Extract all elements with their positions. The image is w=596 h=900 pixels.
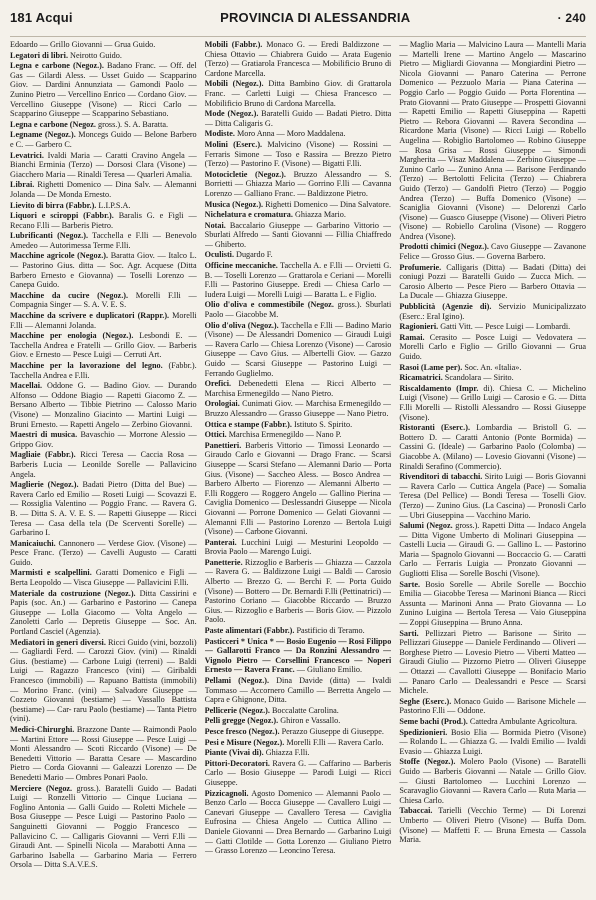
directory-entry: Materiale da costruzione (Negoz.). Ditta Cassirini e Papis (soc. An.) — Garbarino e Pastorino — Canepa Giuseppe — Lolla Giacomo — Volta Angelo — Zanoletti Carlo — Depretis Giuseppe — Soc. An. Portland Casciel (Agenzia). [10,588,197,637]
category-label: Mobili (Fabbr.). [204,40,263,49]
category-label: Librai. [10,180,35,190]
category-label: Nichelatura e cromatura. [204,210,293,220]
category-label: Ragionieri. [399,322,439,332]
directory-entry: Macellai. Oddone G. — Badino Giov. — Durando Alfonso — Oddone Biagio — Rapetti Giacomo Z. — Bersano Alberto — Tibbie Pietrino — Calosso Mario (Visone) — Monzalino Giacinto — Martini Luigi — Bruni Ernesto. — Rapetti Angelo — Zerbino Giovanni. [10,381,197,429]
category-label: Spedizionieri. [399,727,448,737]
directory-entry: Notai. Baccalario Giuseppe — Garbarino Vittorio — Sburlati Alfredo — Santi Giovanni — Fillia Chiaffredo — Ghiberto. [204,220,392,249]
directory-entry: Seme bachi (Prod.). Cattedra Ambulante Agricoltura. [399,716,577,726]
category-label: Macchine per enologia (Negoz.). [10,331,134,341]
directory-entry: — Maglio Maria — Malvicino Laura — Mantelli Maria — Martelli Irene — Martino Angelo — Mascarino Pietro — Migliardi Giovanna — Mongiardini Pietro — Nicola Giovanni — Panaro Caterina — Perrone Domenico — Pezzuolo Maria — Piana Caterina — Poggio Carlo — Poggio Guido — Porta Florentina — Prato Giovanni — Prato Giuseppe — Prospetti Giovanni — Rapetti Emilio — Rapetti Giuseppina — Rapetti Pietro — Rebora Giovanni — Ravera Secondina — Ricardone Maria (Visone) — Ricci Luigi — Robello Augelina — Robiglio Bartolomeo — Robino Giuseppe — Rosa Grisa — Rossi Giuseppe — Simondi Margherita — Visaz Maddalena — Zerbino Giuseppe — Zunino Carlo — Zunino Anna — Barisone Ferdinando (Terzo) — Bertolotti Felicita (Terzo) — Chiabrera Guido (Terzo) — Gandolfi Pietro (Terzo) — Poggio Andrea (Terzo) — Buffa Domenico (Visone) — Scaniglia Giovanni (Visone) — Delorenzi Carlo (Visone) — Guasco Giuseppe (Visone) — Oliveri Pietro (Visone) — Robiello Carolina (Visone) — Roggero Andrea (Visone). [399,40,586,241]
directory-entry: Molini (Eserc.). Malvicino (Visone) — Rossini — Ferraris Simone — Toso e Rassira — Brezzo Pietro (Terzo) — Pastorino F. (Visone) — Bigatti F.lli. [204,139,392,169]
directory-entry: Ottica e stampe (Fabbr.). Istituto S. Spirito. [204,419,353,429]
directory-entry: Merciere (Negoz. gross.). Baratelli Guido — Badati Luigi — Ronzelli Vittorio — Cinque Luciana — Foglino Antonia — Galli Guido — Roletti Michele — Bosa Giuseppe — Pesce Luigi — Pastorino Paolo — Sanguinetti Giovanni — Poggio Francesco — Pallavicino C. — Calligaris Giovanni — Verri F.lli — Giraudi Ant. — Spinelli Nicola — Marabotti Anna — Garbarino Isabella — Garbarino Maria — Ferrero Orsola — Ditta S.A.V.E.S. [10,783,197,870]
page-header [10,10,586,34]
directory-entry: Legname (Negoz.). Moncegs Guido — Belone Barbero e C. — Garbero C. [10,130,197,149]
directory-entry: Pelli gregge (Negoz.). Ghiron e Vassallo. [204,716,341,726]
category-label: Macellai. [10,381,43,391]
directory-entry: Panterai. Lucchini Luigi — Mesturini Leopoldo — Brovia Paolo — Marengo Luigi. [204,537,392,557]
category-label: Legna e carbone (Negoz. [10,119,96,129]
directory-entry: Legatori di libri. Neirotto Guido. [10,50,122,60]
directory-entry: Oculisti. Dugardo F. [204,250,273,260]
directory-entry: Macchine per enologia (Negoz.). Lesbondi E. — Tacchella Andrea e Fratelli — Grillo Giov. — Barberis Giov. e Ernesto — Pesce Luigi — Cerruti Art. [10,331,197,360]
category-label: Olio d'oliva e commestibile (Negoz. [204,300,334,310]
category-label: Ottici. [204,430,227,440]
category-label: Pesi e Misure (Negoz.). [204,737,285,747]
directory-entry: Mobili (Negoz.). Ditta Bambino Giov. di Grattarola Franc. — Carletti Luigi — Chiesa Francesco — Mobilificio Bruno di Cardona Marcella. [204,79,392,108]
directory-entry: Officine meccaniche. Tacchella A. e F.lli — Orvietti G. B. — Toselli Lorenzo — Grattarola e Ceriani — Morelli F.lli — Pastorino Giuseppe. Eredi — Chiesa Carlo — Iudera Luigi — Morelli Luigi — Baratta L. e Figlio. [204,261,392,299]
category-label: Liquori e sciroppi (Fabbr.). [10,211,114,221]
directory-entry: Marmisti e scalpellini. Garatti Domenico e Figli — Berta Leopoldo — Visca Giuseppe — Pallavicini F.lli. [10,568,197,588]
directory-entry: Mobili (Fabbr.). Monaco G. — Eredi Baldizzone — Chiesa Ottavio — Chiabrera Guido — Arata Eugenio (Terzo) — Gratiarola Francesca — Mobilificio Bruno di Cardone Marcella. [204,40,392,78]
directory-entry: Musica (Negoz.). Righetti Domenico — Dina Salvatore. [204,199,391,209]
category-label: Profumerie. [399,262,442,272]
category-label: Pellicerie (Negoz.). [204,705,270,715]
category-label: Panterai. [204,537,237,547]
directory-entry: Profumerie. Calligaris (Ditta) — Badati (Ditta) dei coniugi Pozzi — Baratelli Guido — Zucca Mich. — Carosio Alberto — Pesce Piero — Barbero Ottavia — La Ducale — Ghiazza Giuseppe. [399,262,586,301]
directory-entry: Maestri di musica. Bavaschio — Morrone Alessio — Grippo Giov. [10,430,197,449]
directory-entry: Panetterie. Rizzoglio e Barberis — Ghiazza — Cazzola — Ravera G. — Baldizzone Luigi — Baldi — Carosio Alberto — Brezzo G. — Berchi F. — Porta Guido (Visone) — Bottero — Dr. Bernardi F.lli (Pettinatrici) — Pastorino Coriano — Giacobbe Riccardo — Bruzzo Gius. — Rizzoglio e Barberis — Boris Giov. — Pizzolo Paolo. [204,557,392,625]
category-label: Macchine da scrivere e duplicatori (Rappr.). [10,311,170,321]
directory-entry: Ragionieri. Gatti Vitt. — Pesce Luigi — Lombardi. [399,322,571,332]
directory-entry: Tabaccai. Tarielli (Vecchio Terme) — Di Lorenzi Umberto — Oliveri Pietro (Visone) — Buffa Dom. (Visone) — Maffetti F. — Bruna Ernesta — Cassola Maria. [399,806,586,845]
category-label: Mediatori in generi diversi. [10,637,106,647]
category-label: Olio d'oliva (Negoz.). [204,320,279,330]
category-label: Ricamatrici. [399,373,443,383]
directory-entry: Manicaiuchi. Cannonero — Verdese Giov. (Visone) — Pesce Franc. (Terzo) — Cavelli Augusto — Caratti Guido. [10,538,197,567]
category-label: Sarti. [399,628,419,638]
category-label: Maglierie (Negoz.). [10,480,79,490]
directory-entry: Modiste. Moro Anna — Moro Maddalena. [204,129,346,139]
directory-entry: Macchine da scrivere e duplicatori (Rappr.). Morelli F.lli — Alemanni Jolanda. [10,311,197,330]
category-label: Rivenditori di tabacchi. [399,472,483,482]
category-label: Pelli gregge (Negoz.). [204,716,279,726]
category-label: Macchine per la lavorazione del legno. [10,361,163,370]
directory-entry: Edoardo — Grillo Giovanni — Grua Guido. [10,40,156,49]
category-label: Seme bachi (Prod.). [399,716,468,726]
category-label: Pubblicità (Agenzie di). [399,302,492,312]
directory-entry: Piante (Vivai di). Ghiazza F.lli. [204,748,310,758]
category-label: Ottica e stampe (Fabbr.). [204,419,292,429]
directory-entry: Pasticceri * Unica * — Bosio Eugenio — Rosi Filippo — Gallarotti Franco — Da Ronzini Alessandro — Vignolo Pietro — Corsellini Francesco — Noperi Ernesto — Ravera Franc. — Giuliano Emilio. [204,636,392,675]
category-label: Pesce fresco (Negoz.). [204,726,280,736]
header-divider [10,36,586,37]
directory-entry: Macchine da cucire (Negoz.). Morelli F.lli — Compagnia Singer — S. A. V. E. S. [10,290,197,310]
category-label: Notai. [204,220,226,230]
columns [10,40,586,894]
directory-entry: Levatrici. Ivaldi Maria — Caratti Cravino Angela — Bianchi Erminia (Terzo) — Dorsosi Clara (Visone) — Giacchero Maria — Rinaldi Teresa — Quarleri Amalia. [10,150,197,179]
directory-entry: Stoffe (Negoz.). Molero Paolo (Visone) — Baratelli Guido — Barberis Giovanni — Natale — Grillo Giov. — Giusti Bartolomeo — Lucchini Lorenzo — Scaravaglio Giovanni — Ravera Carlo — Ruta Maria — Chiesa Carlo. [399,757,586,805]
category-label: Panettieri. [204,440,242,450]
directory-entry: Sarti. Pellizzari Pietro — Barisone — Sirito — Pellizzari Giuseppe — Daniele Ferdinando — Oliveri — Borghese Pietro — Lovesio Pietro — Viberti Matteo — Giraudi Giulio — Pizzorno Pietro — Oliveri Giuseppe — Ottazzi — Cavallotti Giuseppe — Bonifacio Mario — Panaro Carlo — Dealessandri e Pesce — Scarsi Michele. [399,628,586,696]
page-number-location: 181 Acqui [10,10,73,25]
category-label: Medici-Chirurghi. [10,724,75,734]
directory-entry: Orologiai. Cunimati Giov. — Marchisa Ermenegildo — Bruzzo Alessandro — Grasso Giuseppe — Nano Pietro. [204,399,392,418]
running-title: PROVINCIA DI ALESSANDRIA [220,10,411,25]
category-label: Mobili (Negoz.). [204,79,264,89]
directory-entry: Motocicletie (Negoz.). Bruzzo Alessandro — S. Borrietti — Ghiazza Mario — Gorrino F.lli — Cavanna Lorenzo — Galliano Franc. — Baldizzone Pietro. [204,169,392,198]
directory-entry: Pellami (Negoz.). Dina Davide (ditta) — Ivaldi Tommaso — Accornero Camillo — Berretta Angelo — Capra e Ghignone, Ditta. [204,676,392,705]
directory-entry: Liquori e sciroppi (Fabbr.). Baralis G. e Figli — Recano F.lli — Barberis Pietro. [10,211,197,230]
directory-entry: Rasoi (Lame per). Soc. An. «Italia». [399,362,522,372]
category-label: Musica (Negoz.). [204,199,264,209]
category-label: Mode (Negoz.). [204,109,259,119]
directory-entry: Maglierie (Negoz.). Badati Pietro (Ditta del Bue) — Ravera Carlo ed Emilio — Roseti Luigi — Scovazzi E. — Rossiglia Valentino — Poggio Franc. — Ravera G. B. — Ditta S. A. V. E. S. — Rapetti Giuseppe — Ricci Teresa — Casa della tela (De Scerventi Sorelle) — Garbarino I. [10,480,197,538]
directory-entry: Mode (Negoz.). Baratelli Guido — Badati Pietro. Ditta — Ditta Caligaris G. [204,109,392,128]
category-label: Ristoranti (Eserc.). [399,423,470,433]
directory-entry: Nichelatura e cromatura. Ghiazza Mario. [204,210,346,220]
directory-entry: Pittori-Decoratori. Ravera G. — Caffarino — Barberis Carlo — Bosio Giuseppe — Parodi Luigi — Ricci Giuseppe. [204,758,392,787]
directory-entry: Salumi (Negoz. gross.). Rapetti Ditta — Indaco Angela — Ditta Vigone Umberto di Molinari Giuseppina — Castelli Lucia — Giraudi G. — Gallino L. — Pastorino Maria — Spagnolo Giovanni — Boccaccio G. — Caratti Carlo — Ferraris Luigia — Pronzato Giovanni — Gugliotti Elisa — Sorelle Boschi (Visone). [399,521,586,579]
category-label: Pasticceri * Unica * — Bosio Eugenio — Rosi Filippo — Gallarotti Franco — Da Ronzini Alessandro — Vignolo Pietro — Corsellini Francesco — Noperi Ernesto — Ravera Franc. [204,636,392,675]
category-label: Pizzicagnoli. [204,788,249,798]
directory-entry: Macchine per la lavorazione del legno. (Fabbr.). Tacchella Andrea e F.lli. [10,361,197,380]
column-2 [205,40,392,894]
directory-entry: Medici-Chirurghi. Brazzone Dante — Raimondi Paolo — Martini Ettore — Rossi Giuseppe — Pesce Luigi — Monti Alessandro — Scoti Riccardo (Visone) — De Benedetti Vittorio — Baratta Cesare — Mascardino Pietro — Corda Giovanni — Galeazzi Lorenzo — De Benedetti Mario — Ombres Ponari Paolo. [10,724,197,782]
directory-entry: Librai. Righetti Domenico — Dina Salv. — Alemanni Jolanda — De Monda Ernesto. [10,180,197,199]
directory-entry: Rivenditori di tabacchi. Sirito Luigi — Boris Giovanni — Ravera Carlo — Cuttica Angela (Pace) — Somalia Teresa (Del Pellice) — Bondi Teresa — Toselli Giov. (Terzo) — Zunino Gius. (La Cascina) — Pronosli Carlo — Ubri Giuseppina — Vacchino Mario. [399,472,586,520]
category-label: Legname (Negoz.). [10,130,76,140]
directory-entry: Lubrificanti (Negoz.). Tacchella e F.lli — Benevolo Amedeo — Autorimessa Terme F.lli. [10,231,197,250]
directory-entry: Pesce fresco (Negoz.). Perazzo Giuseppe di Giuseppe. [204,726,384,736]
category-label: Rasoi (Lame per). [399,362,463,372]
directory-entry: Pizzicagnoli. Agosto Domenico — Alemanni Paolo — Benzo Carlo — Bocca Giuseppe — Cavallero Luigi — Canevari Giuseppe — Cavallero Teresa — Caviglia Eufrosina — Chiesa Angelo — Cuttica Allino — Daniele Giovanni — Drea Bernardo — Garbarino Luigi — Gatti Clotilde — Gotta Lorenzo — Giuliano Pietro — Grasso Lorenzo — Leoncino Teresa. [204,788,392,856]
category-label: Prodotti chimici (Negoz.). [399,242,489,252]
category-label: Merciere (Negoz. [10,783,73,793]
category-label: Lubrificanti (Negoz.). [10,231,88,241]
category-label: Tabaccai. [399,806,433,816]
directory-entry: Prodotti chimici (Negoz.). Cavo Giuseppe — Zavanone Felice — Grosso Gius. — Governa Barbero. [399,242,586,262]
column-3 [399,40,586,894]
category-label: Orefici. [204,379,232,389]
directory-entry: Legna e carbone (Negoz. gross.). S. A. Baratta. [10,119,169,129]
category-label: Macchine agricole (Negoz.). [10,251,109,261]
category-label: Pittori-Decoratori. [204,758,270,768]
category-label: Salumi (Negoz. [399,521,453,531]
directory-entry: Orefici. Debenedetti Elena — Ricci Alberto — Marchisa Ermenegildo — Nano Pietro. [204,379,392,398]
directory-entry: Seghe (Eserc.). Monaco Guido — Barisone Michele — Pastorino F.lli — Oddone. [399,696,586,716]
directory-entry: Pubblicità (Agenzie di). Servizio Municipalizzato (Eserc.: Eral Igino). [399,302,586,321]
category-label: Molini (Eserc.). [204,139,263,149]
directory-entry: Macchine agricole (Negoz.). Baratta Giov. — Italco L. — Pastorino Gius. ditta — Soc. Agr. Acquese (Ditta Barbero Ernesto e Giovanna) — Toselli Lorenzo — Canepa Guido. [10,251,197,290]
directory-entry: Ramai. Cerasito — Posce Luigi — Vedovatera — Morelli Carlo e Figlio — Grillo Giovanni — Grua Guido. [399,332,586,361]
category-label: Legna e carbone (Negoz.). [10,61,104,71]
category-label: Macchine da cucire (Negoz.). [10,290,129,300]
directory-entry: Riscaldamento (Impr. di). Chiesa C. — Michelino Luigi (Visone) — Grillo Luigi — Carosio e G. — Ditta F.lli Morelli — Ristolli Alessandro — Rossi Giuseppe (Visone). [399,383,586,422]
category-label: Materiale da costruzione (Negoz.). [10,588,136,598]
category-label: Orologiai. [204,399,240,409]
directory-entry: Ottici. Marchisa Ermenegildo — Nano P. [204,430,342,440]
category-label: Pellami (Negoz.). [204,676,270,685]
directory-entry: Panettieri. Barberis Vittorio — Timossi Leonardo — Giraudo Carlo e Giovanni — Drago Franc. — Scarsi Giuseppe — Scarsi Stefano — Alemanni Dario — Porta Gius. (Visone) — Saccheo Aless. — Bosco Andrea — Barbero Alberto — Fiorenzo — Alemanni Alberto — F.lli Roggero — Roggero Angelo — Gallino Pierina — Caviglia Domenico — Deslessandri Giuseppe — Nicola Giovanni — Porrone Domenico — Gelati Giovanni — Alemanni F.lli — Pastorino Lorenzo — Bertola Luigi (Visone) — Carbone Giovanni. [204,440,392,537]
directory-entry: Legna e carbone (Negoz.). Badano Franc. — Off. del Gas — Gilardi Aless. — Usset Guido — Scapparino Giov. — Dardini Annunziata — Gamondi Paolo — Zunino Pietro — Vercellino Enrico — Cordano Giov. — Vercellino Giuseppe (Visone) — Ricci Carlo — Scapparino Giuseppe — Scapparino Sebastiano. [10,61,197,119]
directory-entry: Lievito di birra (Fabbr.). L.I.P.S.A. [10,200,131,210]
category-label: Levatrici. [10,150,44,160]
category-label: Panetterie. [204,557,243,567]
directory-entry: Mediatori in generi diversi. Ricci Guido (vini, bozzoli) — Gagliardi Ferd. — Carozzi Giov. (vini) — Rinaldi Gius. (bestiame) — Carbone Luigi (terreni) — Baldi Luigi — Ragazzo Francesco (vini) — Giribaldi Francesco (immobili) — Rapuano Battista (immobili) — Morino Franc. (vini) — Salvadore Giuseppe — Cozzeto Giovanni (bestiame) — Vassallo Battista (bestiame) — Car- raru Paolo (bestiame) — Tanta Pietro (vini). [10,637,197,724]
category-label: Ramai. [399,332,425,342]
category-label: Officine meccaniche. [204,261,278,271]
category-label: Sarte. [399,579,421,589]
category-label: Lievito di birra (Fabbr.). [10,200,97,210]
category-label: Maestri di musica. [10,430,78,440]
category-label: Motocicletie (Negoz.). [204,169,286,179]
category-label: Marmisti e scalpellini. [10,568,92,578]
category-label: Modiste. [204,129,235,139]
category-label: Magliaie (Fabbr.). [10,450,76,460]
directory-entry: Pellicerie (Negoz.). Boccalatte Carolina. [204,705,339,715]
category-label: Riscaldamento (Impr. [399,383,479,393]
directory-entry: Sarte. Bosio Sorelle — Abrile Sorelle — Bocchio Emilia — Giacobbe Teresa — Marinoni Bianca — Ricci Assunta — Marinoni Anna — Prato Giovanna — Lo Zunino Luigina — Bertola Teresa — Vaio Giuseppina — Zoppi Giuseppina — Bruno Anna. [399,579,586,628]
category-label: Manicaiuchi. [10,538,56,548]
category-label: Seghe (Eserc.). [399,696,452,706]
directory-entry: Ristoranti (Eserc.). Lombardia — Bristoll G. — Bottero D. — Caratti Antonio (Ponte Bormida) — Cassini G. (Ideale) — Garbarino Paolo (Colomba) — Giacobbe A. (Milano) — Lovesio Giovanni (Visone) — Rinaldi Serafino (Commercio). [399,423,586,471]
category-label: Oculisti. [204,250,234,260]
category-label: Stoffe (Negoz.). [399,757,456,767]
page-number-right: · 240 [557,11,586,25]
directory-entry: Olio d'oliva (Negoz.). Tacchella e F.lli — Badino Mario (Visone) — De Alessandri Domenico — Giraudi Luigi — Ravera Carlo — Chiesa Lorenzo (Visone) — Carosio Giuseppe — Cavo Gius. — Albertelli Giov. — Gazzo Guido — Scarsi Giuseppe — Pastorino Luigi — Ferrando Guglielmo. [204,320,392,378]
category-label: Paste alimentari (Fabbr.). [204,626,295,636]
directory-entry: Paste alimentari (Fabbr.). Pastificio di Teramo. [204,626,365,636]
directory-entry: Ricamatrici. Scandolara — Sirito. [399,373,514,383]
directory-entry: Olio d'oliva e commestibile (Negoz. gross.). Sburlati Paolo — Giacobbe M. [204,300,392,320]
directory-entry: Magliaie (Fabbr.). Ricci Teresa — Caccia Rosa — Barberis Lucia — Leonilde Sorelle — Pallavicino Angela. [10,450,197,479]
directory-entry: Pesi e Misure (Negoz.). Morelli F.lli — Ravera Carlo. [204,737,384,747]
category-label: Piante (Vivai di). [204,748,264,758]
category-label: Legatori di libri. [10,50,68,60]
directory-entry: Spedizionieri. Bosio Elia — Bormida Pietro (Visone) — Rolando L. — Ghiazza G. — Ivaldi Emilio — Ivaldi Evasio — Ghiazza Luigi. [399,727,586,756]
column-1 [10,40,197,894]
